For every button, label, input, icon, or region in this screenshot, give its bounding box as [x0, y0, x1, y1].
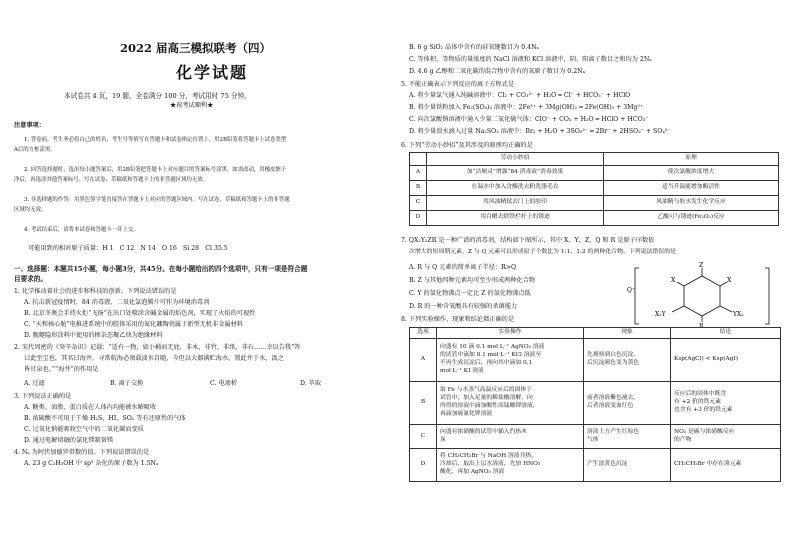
table-cell: 乙酸可与锈迹(Fe₂O₃)反应: [604, 211, 779, 226]
option: A. R 与 Q 元素的简单离子半径：R>Q: [409, 264, 517, 271]
option: B. 离子交换: [110, 380, 144, 387]
table-cell: 用白醋去除铁栏杆上的锈迹: [427, 211, 604, 226]
table-cell: [671, 449, 781, 482]
cell-line: 将 CH₃CH₂Br 与 NaOH 溶液共热，: [440, 453, 537, 460]
cell-line: 所得的溶液中滴加酸性高锰酸钾溶液，: [440, 403, 539, 409]
cell-line: NO₂ 是碳与浓硝酸反应: [674, 428, 735, 435]
table-cell: [437, 449, 584, 482]
option: A. 将少量氯气通入纯碱溶液中：Cl₂ + CO₃²⁻ + H₂O ═ Cl⁻ + HCO₃⁻ + HClO: [409, 92, 631, 99]
option: A. 抗击新冠疫情时，84 消毒液、二氧化氯泡腾片可作为环境消毒剂: [24, 299, 210, 306]
table-header: 原理: [604, 153, 779, 166]
question-6: 6. 下列“劳动小妙招”及其涉及的原理均正确的是: [401, 142, 533, 149]
notice-line: 1. 答卷前，考生务必将自己的姓名、考生号等填写在答题卡和试卷指定位置上。用2B铅笔将答题卡上试卷类型: [24, 137, 287, 143]
cell-line: 向盛有浓硝酸的试管中插入灼热木: [440, 428, 527, 435]
option: D. 将少量溴水滴入过量 Na₂SO₃ 溶液中：Br₂ + H₂O + 3SO₃²⁻ ═ 2Br⁻ + 2HSO₃⁻ + SO₄²⁻: [409, 128, 671, 135]
structure-label-x-right: X: [727, 277, 732, 284]
option: D. 通过电解熔融的氯化镁制备镁: [24, 437, 114, 444]
table-cell: [437, 382, 584, 425]
option: A. 23 g C₂H₅OH 中 sp³ 杂化的原子数为 1.5Nₐ: [24, 460, 159, 467]
notice-line: 区域均无效。: [14, 207, 47, 213]
table-cell: D: [410, 449, 437, 482]
option: B. 6 g SiO₂ 晶体中含有的硅氧键数目为 0.4Nₐ: [409, 44, 539, 51]
notice-line: 4. 考试结束后，请将本试卷和答题卡一并上交。: [24, 227, 139, 233]
section-heading: 一、选择题：本题共15小题，每小题3分，共45分。在每小题给出的四个选项中，只有一项是符合题: [14, 265, 308, 273]
cell-line: 取 Fe 与水蒸气高温反应后的固体于: [440, 387, 532, 394]
option: C. “天和核心舱”电推进系统中的腔体采用的氮化硼陶瓷属于新型无机非金属材料: [24, 321, 243, 328]
table-header: 劳动小妙招: [427, 153, 604, 166]
cell-line: 后者溶液变血红色: [587, 403, 634, 409]
table-cell: C: [410, 425, 437, 449]
option: D. 舰艇隐形涂料中使用的掺杂态聚乙炔为绝缘材料: [24, 332, 163, 339]
structure-label-q: Q⁺: [627, 287, 636, 294]
notice-line: 3. 非选择题的作答：用黑色签字笔直接答在答题卡上对应的答题区域内。写在试卷、草稿纸和答题卡上的非答题: [24, 197, 290, 203]
notice-line: 2. 回答选择题时，选出每小题答案后，用2B铅笔把答题卡上对应题目的答案标号涂黑。如需改动，用橡皮擦干: [24, 167, 287, 173]
exam-title: 2022 届高三模拟联考（四）: [120, 41, 272, 55]
table-cell: D: [410, 211, 427, 226]
table-cell: [584, 425, 671, 449]
table-cell: [671, 339, 781, 382]
cell-line: 溶液上方产生红棕色: [587, 428, 640, 435]
table-cell: 在温水中加入含酶洗衣粉洗涤毛衣: [427, 181, 604, 196]
cell-line: 先观察到白色沉淀，: [587, 352, 640, 359]
question-1: 1. 化学推动着社会的进步和科技的创新。下列说法错误的是: [14, 288, 177, 295]
option: B. 北京冬奥会手持火炬“飞扬”在出口处喷涂含碱金属的焰色剂，实现了火焰的可视性: [24, 310, 256, 317]
structure-label-z: Z: [699, 262, 704, 269]
table-cell: [671, 425, 781, 449]
table-header: 结论: [671, 328, 781, 339]
table-cell: [584, 339, 671, 382]
cell-line: 的试管中滴加 0.1 mol·L⁻¹ KCl 溶液至: [440, 352, 542, 359]
table-cell: [584, 449, 671, 482]
option: C. 电渗析: [210, 380, 238, 387]
option: D. 4.6 g 乙醇和二氧化碳的混合物中含有的氧原子数目为 0.2Nₐ: [409, 68, 585, 75]
option: C. Y 的氢化物沸点一定比 Z 的氢化物沸点低: [409, 290, 531, 297]
molecule-structure: [627, 262, 777, 328]
cell-line: 试管中，加入足量的稀盐酸溶解，向: [440, 395, 533, 402]
question-4: 4. Nₐ 为阿伏加德罗常数的值。下列说法错误的是: [14, 449, 150, 456]
table-cell: A: [410, 339, 437, 382]
cell-line: 气体: [587, 436, 599, 443]
table-cell: A: [410, 166, 427, 181]
question-8: 8. 下列实验操作、现象和结论都正确的是: [401, 316, 515, 323]
structure-label-yx2: YX₂: [733, 311, 744, 318]
cell-line: 向盛有 10 滴 0.1 mol·L⁻¹ AgNO₃ 溶液: [440, 344, 545, 351]
question-2-cont: 曰此至宝也，其名曰海井。寻常航海必须载淡水自随，今但以大器满贮海水，置此井于水，汲之: [24, 355, 284, 362]
cell-line: CH₃CH₂Br 中存在溴元素: [674, 461, 742, 468]
cell-line: 炭: [440, 436, 446, 443]
table-header: 选项: [410, 328, 437, 339]
table-cell: 加“洁厕灵”增强“84 消毒液”消毒效果: [427, 166, 604, 181]
table-header: [410, 153, 427, 166]
cell-line: Ksp(AgCl) < Ksp(AgI): [674, 356, 738, 363]
structure-drawing: [627, 262, 777, 328]
cell-line: 不再生成沉淀后，再向其中滴加 0.1: [440, 360, 533, 366]
table-cell: 适当升温能增加酶活性: [604, 181, 779, 196]
q6-table: [409, 152, 779, 226]
option: A. 过滤: [24, 380, 45, 387]
notice-line: 净后，再选涂其他答案标号。写在试卷、草稿纸和答题卡上的非答题区域均无效。: [14, 177, 209, 183]
option: A. 糖类、油脂、蛋白质在人体内均能被水解吸收: [24, 404, 157, 411]
cell-line: 酸化，再加 AgNO₃ 溶液: [440, 468, 505, 475]
structure-label-x-left: X: [671, 277, 676, 284]
table-cell: [584, 382, 671, 425]
option: C. 等体积、等物质的量浓度的 NaCl 溶液和 KCl 溶液中，阴、阳离子数目之和均为 2Nₐ: [409, 56, 652, 63]
table-cell: [437, 339, 584, 382]
cell-line: 再滴加硫氰化钾溶液: [440, 410, 493, 417]
exam-info: 本试卷共 4 页，19 题，全卷满分 100 分，考试用时 75 分钟。: [64, 92, 251, 100]
right-column: [397, 0, 794, 544]
notice-heading: 注意事项：: [14, 122, 45, 129]
option: B. 浓硫酸不可用于干燥 H₂S、HI、SO₂ 等有还原性的气体: [24, 415, 186, 422]
table-header: 现象: [584, 328, 671, 339]
cell-line: 前者溶液紫色褪去，: [587, 395, 640, 402]
option: B. Z 与其他四种元素均可至少形成两种化合物: [409, 277, 536, 284]
question-7-cont: 次增大的短周期元素，Z 与 Q 元素可以形成原子个数比为 1:1、1:2 的两种化合物。下列说法错误的是: [409, 249, 676, 255]
question-3: 3. 下列说法正确的是: [14, 393, 72, 400]
option: B. 将少量铁粉加入 Fe₂(SO₄)₃ 溶液中：2Fe³⁺ + 3Mg(OH)₂ ═ 2Fe(OH)₃ + 3Mg²⁺: [409, 104, 644, 111]
cell-line: 也含有 +3 价的铁元素: [674, 406, 733, 413]
option: C. 过氧化钠能吸收空气中的二氧化碳而变质: [24, 426, 144, 433]
subject-title: 化学试题: [176, 63, 249, 82]
option: C. 向次氯酸钠溶液中通入少量二氧化硫气体：ClO⁻ + CO₂ + H₂O ═ HClO + HCO₃⁻: [409, 116, 649, 123]
table-cell: B: [410, 181, 427, 196]
section-heading-cont: 目要求的。: [14, 275, 47, 283]
cell-line: 有 +2 价的铁元素: [674, 399, 722, 406]
option: D. 萃取: [300, 380, 322, 387]
table-cell: B: [410, 382, 437, 425]
table-cell: [671, 382, 781, 425]
question-2: 2. 宋代周密的《癸辛杂识》记载：“适有一物，如小桶而无底，非木，非竹，非纸，非石……幸以告我”答: [14, 344, 301, 351]
q8-table: [409, 327, 781, 482]
cell-line: 后沉淀颜色变为黄色: [587, 360, 640, 366]
cell-line: 的产物: [674, 436, 692, 443]
table-cell: 风油精与胶水发生化学反应: [604, 196, 779, 211]
cell-line: mol·L⁻¹ KI 溶液: [440, 367, 484, 374]
question-2-cont: 皆甘泉也。”“海井”的作用是: [24, 366, 99, 373]
question-7: 7. QX₂Y₂ZR 是一种广谱的消毒剂，结构如下图所示，其中 X、Y、Z、Q 和 R 是原子序数依: [401, 237, 655, 244]
table-cell: C: [410, 196, 427, 211]
question-5: 5. 不能正确表示下列反应的离子方程式是: [401, 81, 515, 88]
table-header: 实验操作: [437, 328, 584, 339]
cell-line: 反应后的固体中既含: [674, 391, 727, 398]
table-cell: 使次氯酸浓度增大: [604, 166, 779, 181]
structure-label-r: R: [699, 323, 704, 328]
table-cell: 用风油精拭去门上的胶印: [427, 196, 604, 211]
notice-line: A后的方框涂黑。: [14, 147, 56, 153]
wish-text: ★祝考试顺利★: [170, 102, 214, 109]
option: D. R 的一种含氧酸具有较强的杀菌能力: [409, 303, 518, 310]
cell-line: 产生淡黄色沉淀: [587, 461, 628, 468]
structure-label-x2y: X₂Y: [655, 311, 666, 318]
cell-line: 冷却后，取出上层水溶液，先加 HNO₃: [440, 461, 541, 468]
table-cell: [437, 425, 584, 449]
atomic-mass: 可能用到的相对原子质量：H 1 C 12 N 14 O 16 Si 28 Cl 35.5: [28, 245, 228, 252]
